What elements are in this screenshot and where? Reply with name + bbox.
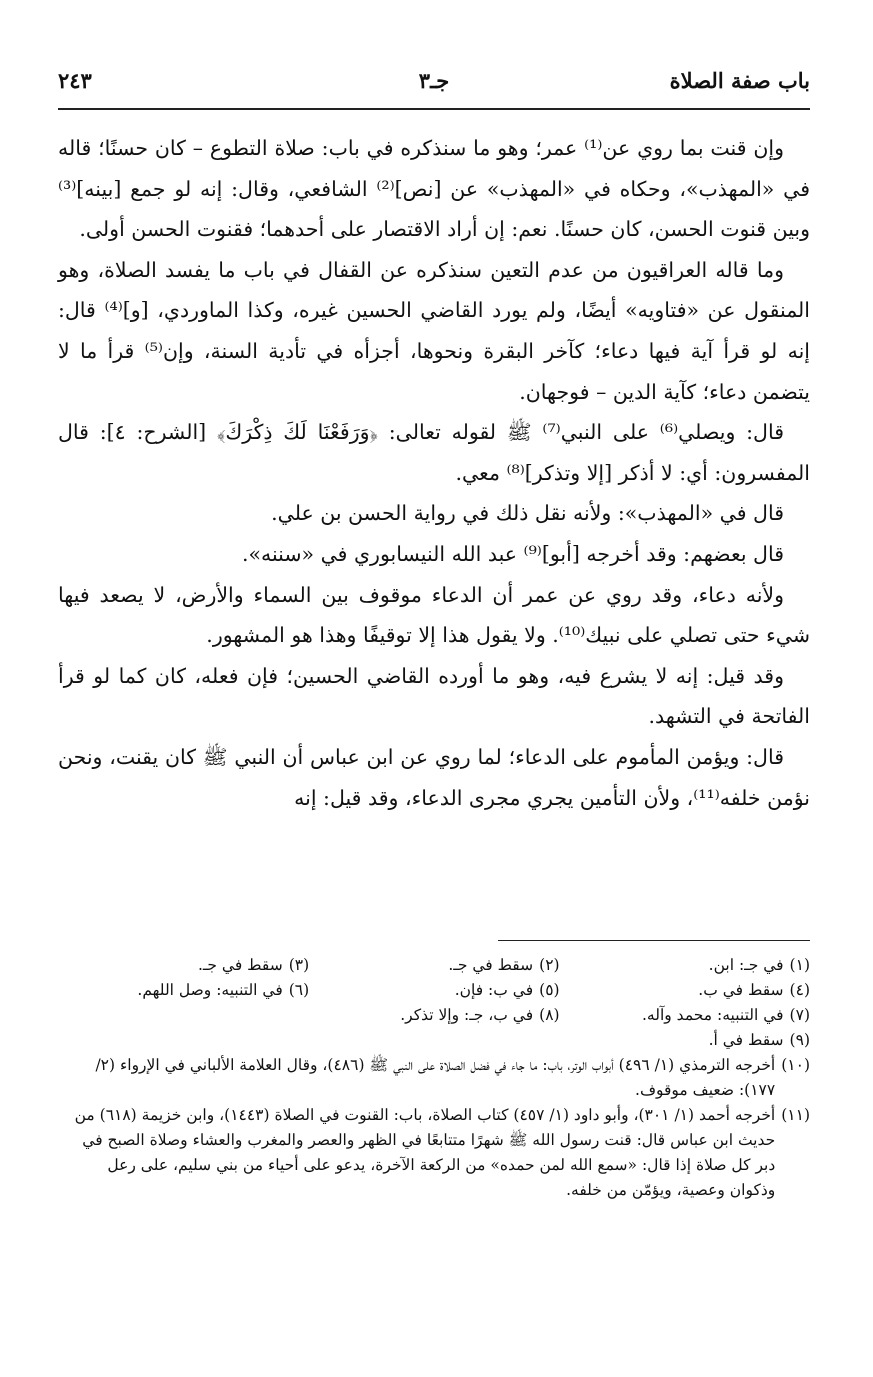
footnote bbox=[560, 1003, 810, 1028]
footnote-row bbox=[58, 1003, 810, 1028]
footnotes bbox=[58, 940, 810, 1203]
footnote bbox=[309, 1003, 559, 1028]
book-page bbox=[58, 58, 810, 818]
running-header bbox=[58, 58, 810, 110]
footnote-number: (١٠) bbox=[781, 1056, 810, 1074]
footnote bbox=[58, 1053, 810, 1103]
footnote-number: (٢) bbox=[539, 956, 560, 974]
footnote bbox=[560, 978, 810, 1003]
paragraph: قال في «المهذب»: ولأنه نقل ذلك في رواية الحسن بن علي. bbox=[271, 501, 784, 526]
paragraph: وإن قنت بما روي عن⁽¹⁾ عمر؛ وهو ما سنذكره في باب: صلاة التطوع – كان حسنًا؛ قاله في «المهذب»، وحكاه في «المهذب» عن [نص]⁽²⁾ الشافعي، وقال: إنه لو جمع [بينه]⁽³⁾ وبين قنوت الحسن، كان حسنًا. نعم: إن أراد الاقتصار على أحدهما؛ فقنوت الحسن أولى. bbox=[58, 136, 811, 242]
paragraph: وما قاله العراقيون من عدم التعين سنذكره عن القفال في باب ما يفسد الصلاة، وهو المنقول عن «فتاويه» أيضًا، ولم يورد القاضي الحسين غيره، وكذا الماوردي، [و]⁽⁴⁾ قال: إنه لو قرأ آية فيها دعاء؛ كآخر البقرة ونحوها، أجزأه في تأدية السنة، وإن⁽⁵⁾ قرأ ما لا يتضمن دعاء؛ كآية الدين – فوجهان. bbox=[58, 257, 810, 404]
footnote bbox=[309, 978, 559, 1003]
paragraph: ولأنه دعاء، وقد روي عن عمر أن الدعاء موقوف بين السماء والأرض، لا يصعد فيها شيء حتى تصلي على نبيك⁽¹⁰⁾. ولا يقول هذا إلا توقيفًا وهذا هو المشهور. bbox=[58, 582, 810, 648]
paragraph: قال: ويصلي⁽⁶⁾ على النبي⁽⁷⁾ ﷺ لقوله تعالى: ﴿وَرَفَعْنَا لَكَ ذِكْرَكَ﴾ [الشرح: ٤]: قال المفسرون: أي: لا أذكر [إلا وتذكر]⁽⁸⁾ معي. bbox=[58, 420, 810, 485]
footnote-number: (٨) bbox=[539, 1006, 560, 1024]
footnote-text: سقط في جـ. bbox=[197, 956, 283, 974]
footnote bbox=[59, 978, 309, 1003]
footnote-text: في جـ: ابن. bbox=[708, 956, 784, 974]
footnote-number: (٥) bbox=[539, 981, 560, 999]
chapter-title: باب صفة الصلاة bbox=[669, 68, 810, 93]
main-text bbox=[58, 128, 810, 818]
footnote-text: سقط في أ. bbox=[708, 1031, 784, 1049]
footnote bbox=[560, 953, 810, 978]
footnote-row bbox=[58, 953, 810, 978]
volume-label: جـ٣ bbox=[418, 68, 450, 93]
footnote-number: (٤) bbox=[789, 981, 810, 999]
footnote-text: في التنبيه: محمد وآله. bbox=[642, 1006, 784, 1024]
footnote-divider bbox=[498, 940, 810, 941]
footnote-number: (٧) bbox=[789, 1006, 810, 1024]
footnote bbox=[59, 953, 309, 978]
footnote-row bbox=[58, 978, 810, 1003]
footnote-text: في التنبيه: وصل اللهم. bbox=[137, 981, 283, 999]
paragraph: قال: ويؤمن المأموم على الدعاء؛ لما روي عن ابن عباس أن النبي ﷺ كان يقنت، ونحن نؤمن خلفه⁽¹¹⁾، ولأن التأمين يجري مجرى الدعاء، وقد قيل: إنه bbox=[58, 744, 810, 810]
footnote-text: في ب، جـ: وإلا تذكر. bbox=[400, 1006, 534, 1024]
footnote bbox=[58, 1028, 810, 1053]
footnote-number: (١١) bbox=[781, 1106, 810, 1124]
footnote-text: أخرجه الترمذي (١/ ٤٩٦) أبواب الوتر، باب: ما جاء في فضل الصلاة على النبي ﷺ (٤٨٦)، وقال العلامة الألباني في الإرواء (٢/ ١٧٧): ضعيف موقوف. bbox=[95, 1056, 776, 1099]
footnote-text: أخرجه أحمد (١/ ٣٠١)، وأبو داود (١/ ٤٥٧) كتاب الصلاة، باب: القنوت في الصلاة (١٤٤٣)، وابن خزيمة (٦١٨) من حديث ابن عباس قال: قنت رسول الله ﷺ شهرًا متتابعًا في الظهر والعصر والمغرب والعشاء وصلاة الصبح في دبر كل صلاة إذا قال: «سمع الله لمن حمده» من الركعة الآخرة، يدعو على أحياء من بني سليم، على رعل وذكوان وعصية، ويؤمّن من خلفه. bbox=[74, 1106, 776, 1199]
footnote-text: سقط في جـ. bbox=[448, 956, 534, 974]
page-number: ٢٤٣ bbox=[58, 68, 92, 93]
paragraph: وقد قيل: إنه لا يشرع فيه، وهو ما أورده القاضي الحسين؛ فإن فعله، كان كما لو قرأ الفاتحة في التشهد. bbox=[58, 663, 810, 729]
footnote-number: (١) bbox=[789, 956, 810, 974]
footnote-text: في ب: فإن. bbox=[454, 981, 534, 999]
footnote bbox=[309, 953, 559, 978]
footnote-number: (٩) bbox=[789, 1031, 810, 1049]
footnote-number: (٣) bbox=[288, 956, 310, 974]
footnote bbox=[58, 1103, 810, 1203]
footnote-text: سقط في ب. bbox=[698, 981, 784, 999]
footnote-number: (٦) bbox=[288, 981, 310, 999]
paragraph: قال بعضهم: وقد أخرجه [أبو]⁽⁹⁾ عبد الله النيسابوري في «سننه». bbox=[241, 541, 784, 566]
